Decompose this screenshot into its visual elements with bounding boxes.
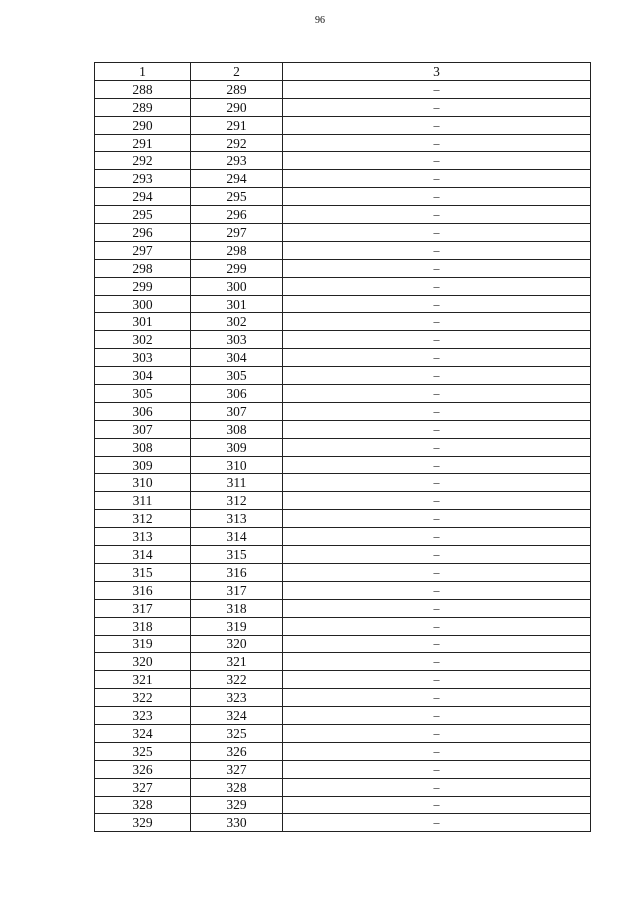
table-cell-col-1: 288 [95,80,191,98]
table-cell-col-3: – [283,116,591,134]
table-cell-col-1: 323 [95,707,191,725]
table-cell-col-3: – [283,385,591,403]
table-cell-col-2: 293 [191,152,283,170]
table-cell-col-1: 298 [95,259,191,277]
table-row [95,778,591,796]
table-cell-col-3: – [283,599,591,617]
table-cell-col-1: 293 [95,170,191,188]
table-cell-col-1: 290 [95,116,191,134]
table-cell-col-1: 297 [95,241,191,259]
table-cell-col-3: – [283,134,591,152]
table-cell-col-3: – [283,653,591,671]
table-cell-col-2: 296 [191,206,283,224]
table-cell-col-3: – [283,796,591,814]
table-row [95,546,591,564]
table-cell-col-3: – [283,474,591,492]
table-row [95,367,591,385]
table-cell-col-2: 310 [191,456,283,474]
table-cell-col-1: 316 [95,581,191,599]
table-row [95,206,591,224]
table-cell-col-1: 324 [95,724,191,742]
table-row [95,563,591,581]
table-row [95,581,591,599]
table-cell-col-1: 314 [95,546,191,564]
table-row [95,456,591,474]
table-cell-col-2: 298 [191,241,283,259]
table-cell-col-3: – [283,563,591,581]
table-cell-col-3: – [283,206,591,224]
table-cell-col-2: 308 [191,420,283,438]
table-cell-col-1: 308 [95,438,191,456]
table-cell-col-1: 289 [95,98,191,116]
table-cell-col-1: 326 [95,760,191,778]
table-cell-col-3: – [283,778,591,796]
table-cell-col-2: 307 [191,402,283,420]
table-cell-col-1: 306 [95,402,191,420]
table-cell-col-3: – [283,295,591,313]
table-cell-col-3: – [283,402,591,420]
table-cell-col-1: 322 [95,689,191,707]
table-cell-col-1: 315 [95,563,191,581]
table-cell-col-2: 300 [191,277,283,295]
table-row [95,420,591,438]
table-row [95,188,591,206]
table-cell-col-1: 311 [95,492,191,510]
table-row [95,671,591,689]
table-cell-col-2: 297 [191,224,283,242]
table-row [95,814,591,832]
table-row [95,349,591,367]
table-cell-col-2: 322 [191,671,283,689]
table-cell-col-2: 295 [191,188,283,206]
table-cell-col-3: – [283,456,591,474]
table-cell-col-1: 329 [95,814,191,832]
table-cell-col-2: 317 [191,581,283,599]
table-cell-col-3: – [283,438,591,456]
table-cell-col-1: 313 [95,528,191,546]
table-cell-col-2: 304 [191,349,283,367]
table-cell-col-1: 305 [95,385,191,403]
table-cell-col-2: 306 [191,385,283,403]
table-cell-col-1: 328 [95,796,191,814]
table-cell-col-3: – [283,814,591,832]
table-row [95,313,591,331]
table-row [95,152,591,170]
table-cell-col-3: – [283,420,591,438]
table-cell-col-2: 314 [191,528,283,546]
table-row [95,796,591,814]
table-cell-col-2: 327 [191,760,283,778]
table-row [95,760,591,778]
table-cell-col-3: – [283,707,591,725]
table-cell-col-3: – [283,331,591,349]
table-row [95,134,591,152]
table-row [95,402,591,420]
table-cell-col-2: 292 [191,134,283,152]
table-cell-col-1: 320 [95,653,191,671]
data-table [94,62,591,832]
page-number: 96 [315,15,325,26]
table-cell-col-1: 302 [95,331,191,349]
table-body [95,80,591,831]
table-cell-col-3: – [283,528,591,546]
table-cell-col-3: – [283,546,591,564]
table-cell-col-2: 309 [191,438,283,456]
table-row [95,474,591,492]
table-cell-col-1: 303 [95,349,191,367]
table-row [95,438,591,456]
table-cell-col-1: 327 [95,778,191,796]
table-cell-col-3: – [283,98,591,116]
table-cell-col-2: 321 [191,653,283,671]
table-cell-col-2: 315 [191,546,283,564]
table-cell-col-2: 329 [191,796,283,814]
table-row [95,224,591,242]
table-cell-col-2: 324 [191,707,283,725]
table-cell-col-2: 311 [191,474,283,492]
table-row [95,528,591,546]
table-cell-col-3: – [283,152,591,170]
table-header-row [95,63,591,81]
table-cell-col-2: 305 [191,367,283,385]
table-cell-col-1: 301 [95,313,191,331]
table-cell-col-3: – [283,760,591,778]
column-header-2: 2 [191,63,283,81]
table-cell-col-1: 318 [95,617,191,635]
table-cell-col-3: – [283,224,591,242]
table-cell-col-1: 296 [95,224,191,242]
table-row [95,510,591,528]
table-cell-col-2: 325 [191,724,283,742]
table-row [95,80,591,98]
table-row [95,241,591,259]
table-cell-col-1: 309 [95,456,191,474]
table-cell-col-2: 312 [191,492,283,510]
table-cell-col-1: 295 [95,206,191,224]
table-row [95,724,591,742]
table-cell-col-2: 316 [191,563,283,581]
table-cell-col-1: 319 [95,635,191,653]
table-cell-col-2: 294 [191,170,283,188]
table-row [95,385,591,403]
table-cell-col-3: – [283,671,591,689]
table-cell-col-2: 326 [191,742,283,760]
table-cell-col-1: 321 [95,671,191,689]
table-cell-col-3: – [283,277,591,295]
table-cell-col-3: – [283,635,591,653]
table-cell-col-1: 291 [95,134,191,152]
table-cell-col-2: 313 [191,510,283,528]
table-cell-col-1: 304 [95,367,191,385]
table-cell-col-3: – [283,724,591,742]
table-cell-col-1: 325 [95,742,191,760]
table-row [95,635,591,653]
table-cell-col-3: – [283,313,591,331]
table-row [95,742,591,760]
table-cell-col-3: – [283,510,591,528]
table-cell-col-3: – [283,689,591,707]
table-cell-col-2: 299 [191,259,283,277]
table-cell-col-3: – [283,581,591,599]
table-row [95,277,591,295]
table-cell-col-3: – [283,259,591,277]
table-cell-col-2: 323 [191,689,283,707]
table-cell-col-3: – [283,617,591,635]
table-cell-col-2: 289 [191,80,283,98]
table-cell-col-3: – [283,188,591,206]
table-cell-col-3: – [283,170,591,188]
table-cell-col-1: 307 [95,420,191,438]
table-cell-col-2: 318 [191,599,283,617]
table-cell-col-2: 301 [191,295,283,313]
table-row [95,331,591,349]
table-row [95,599,591,617]
table-row [95,617,591,635]
table-cell-col-1: 299 [95,277,191,295]
table-cell-col-3: – [283,367,591,385]
table-cell-col-2: 319 [191,617,283,635]
table-row [95,689,591,707]
table-cell-col-3: – [283,492,591,510]
table-cell-col-1: 317 [95,599,191,617]
table-cell-col-2: 328 [191,778,283,796]
table-cell-col-1: 312 [95,510,191,528]
table-cell-col-2: 290 [191,98,283,116]
table-cell-col-3: – [283,349,591,367]
table-cell-col-2: 303 [191,331,283,349]
table-cell-col-3: – [283,241,591,259]
table-row [95,259,591,277]
table-cell-col-2: 302 [191,313,283,331]
column-header-1: 1 [95,63,191,81]
table-row [95,295,591,313]
table-row [95,116,591,134]
table-cell-col-3: – [283,80,591,98]
table-cell-col-1: 300 [95,295,191,313]
table-row [95,707,591,725]
table-cell-col-3: – [283,742,591,760]
table-cell-col-1: 292 [95,152,191,170]
table-cell-col-2: 291 [191,116,283,134]
table-row [95,170,591,188]
table-cell-col-1: 310 [95,474,191,492]
column-header-3: 3 [283,63,591,81]
table-cell-col-1: 294 [95,188,191,206]
table-cell-col-2: 320 [191,635,283,653]
table-row [95,492,591,510]
table-row [95,98,591,116]
table-cell-col-2: 330 [191,814,283,832]
table-row [95,653,591,671]
